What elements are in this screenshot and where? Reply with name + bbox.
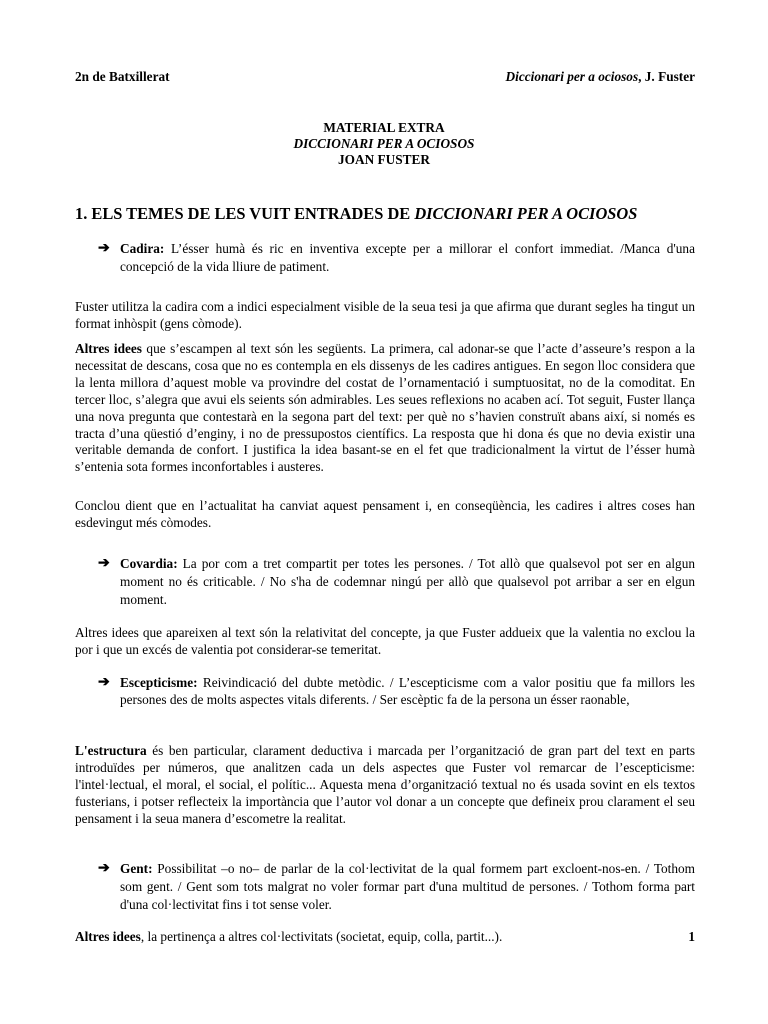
- section-heading-title: DICCIONARI PER A OCIOSOS: [414, 204, 638, 223]
- paragraph-3: Conclou dient que en l’actualitat ha canviat aquest pensament i, en conseqüència, les cadires i altres coses han esdevingut més còmodes.: [75, 498, 695, 530]
- header-work-title: Diccionari per a ociosos: [505, 69, 639, 84]
- bullet-escepticisme-text: [120, 674, 695, 708]
- header-work: [506, 69, 695, 85]
- footer-text: [75, 929, 502, 944]
- bullet-body: Possibilitat –o no– de parlar de la col·lectivitat de la qual formem part excloent-nos-en. / Tothom som gent. / Gent som tots malgrat no voler formar part d'una multitud de persones. / Tothom forma part d'una col·lectivitat fins i tot sense voler.: [120, 861, 695, 912]
- paragraph-5: [75, 743, 695, 828]
- arrow-icon: ➔: [98, 556, 110, 571]
- bullet-cadira-text: [120, 240, 695, 276]
- bullet-escepticisme: [98, 674, 695, 708]
- footer-body: , la pertinença a altres col·lectivitats (societat, equip, colla, partit...).: [140, 929, 503, 944]
- section-heading: [75, 204, 637, 224]
- bullet-term: Cadira:: [120, 241, 165, 256]
- bullet-body: La por com a tret compartit per totes les persones. / Tot allò que qualsevol pot ser en algun moment no és criticable. / No s'ha de codemnar ningú per allò que qualsevol pot arribar a ser en elgun moment.: [120, 556, 695, 607]
- title-line-2: DICCIONARI PER A OCIOSOS: [293, 136, 475, 151]
- bullet-body: Reivindicació del dubte metòdic. / L’escepticisme com a valor positiu que fa millors les persones des de molts aspectes vitals diferents. / Ser escèptic fa de la persona un ésser raonable,: [120, 675, 695, 707]
- bullet-cadira: [98, 240, 695, 276]
- paragraph-body: que s’escampen al text són les següents. La primera, cal adonar-se que l’acte d’asseure’s respon a la necessitat de descans, cosa que no es contempla en els dissenys de les cadires antigues. En segon lloc considera que la lenta millora d’aquest moble va provindre del costat de l’ornamentació i sumptuositat, no de la comoditat. En tercer lloc, s’alegra que avui els seients són admirables. Les seues reflexions no acaben ací. Tot seguit, Fuster llança una nova pregunta que contestarà en la segona part del text: per què no s’havien construït abans així, si només es tracta d’una qüestió d’enginy, i no de pressupostos científics. La resposta que hi dona és que no devia existir una veritable demanda de confort. I justifica la idea basant-se en el fet que tradicionalment la virtut de l’ésser humà s’entenia sota formes inconfortables i austeres.: [75, 341, 695, 475]
- arrow-icon: ➔: [98, 861, 110, 876]
- bullet-term: Gent:: [120, 861, 153, 876]
- bullet-gent: [98, 860, 695, 914]
- header-course: 2n de Batxillerat: [75, 69, 170, 84]
- bullet-gent-text: [120, 860, 695, 914]
- header-author: , J. Fuster: [638, 69, 695, 84]
- paragraph-4: Altres idees que apareixen al text són la relativitat del concepte, ja que Fuster addueix que la valentia no exclou la por i que un excés de valentia pot considerar-se temeritat.: [75, 625, 695, 657]
- page-number: 1: [688, 929, 695, 944]
- bullet-term: Escepticisme:: [120, 675, 198, 690]
- footer-lead: Altres idees: [75, 929, 141, 944]
- arrow-icon: ➔: [98, 241, 110, 256]
- paragraph-2: [75, 341, 695, 476]
- bullet-term: Covardia:: [120, 556, 178, 571]
- paragraph-1: Fuster utilitza la cadira com a indici especialment visible de la seua tesi ja que afirma que durant segles ha tingut un format inhòspit (gens còmode).: [75, 299, 695, 331]
- paragraph-lead: Altres idees: [75, 341, 142, 356]
- title-line-3: JOAN FUSTER: [338, 152, 430, 167]
- paragraph-lead: L'estructura: [75, 743, 147, 758]
- paragraph-body: és ben particular, clarament deductiva i marcada per l’organització de gran part del text en parts introduïdes per números, que analitzen cada un dels aspectes que Fuster vol remarcar de l’escepticisme: l'intel·lectual, el moral, el social, el polític... Aquesta mena d’organització textual no és usada sovint en els textos fusterians, i potser reflecteix la importància que l’autor vol donar a un concepte que defineix prou clarament el seu pensament i la seua manera d’escometre la realitat.: [75, 743, 695, 826]
- bullet-covardia: [98, 555, 695, 609]
- page-header: [75, 69, 695, 87]
- bullet-covardia-text: [120, 555, 695, 609]
- title-line-1: MATERIAL EXTRA: [323, 120, 445, 135]
- arrow-icon: ➔: [98, 675, 110, 690]
- bullet-body: L’ésser humà és ric en inventiva excepte per a millorar el confort immediat. /Manca d'una concepció de la vida lliure de patiment.: [120, 241, 695, 274]
- section-heading-text: 1. ELS TEMES DE LES VUIT ENTRADES DE: [75, 204, 415, 223]
- page-footer: [75, 929, 695, 945]
